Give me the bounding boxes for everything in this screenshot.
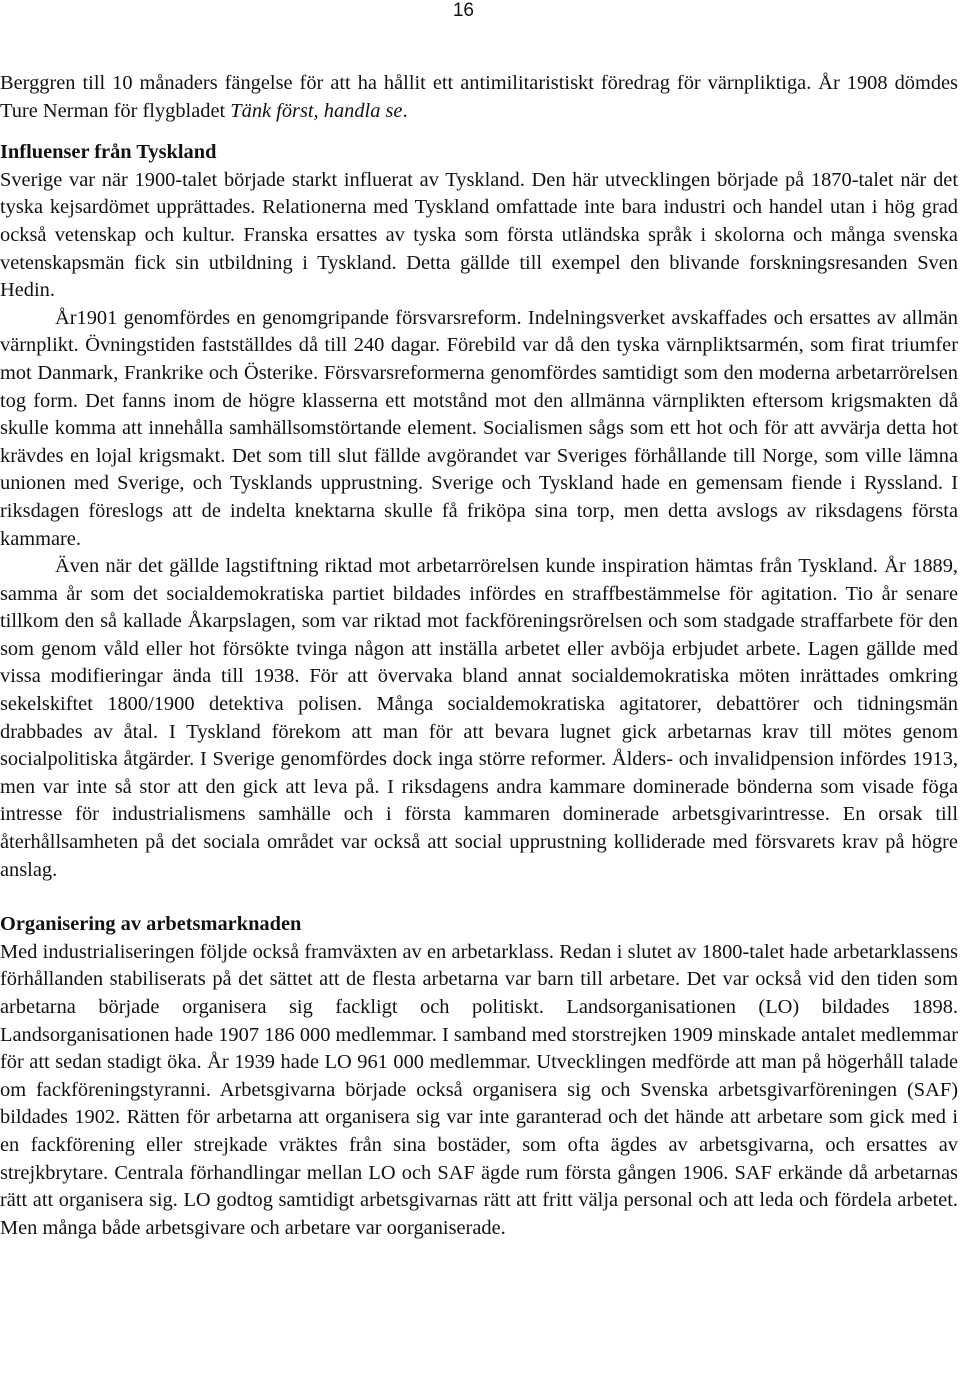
page-number: 16: [452, 0, 474, 21]
pamphlet-title: Tänk först, handla se: [230, 99, 403, 122]
intro-text-end: .: [402, 99, 408, 122]
paragraph: Även när det gällde lagstiftning riktad mot arbetarrörelsen kunde inspiration hämtas från Tyskland. År 1889, samma år som det socialdemokratiska partiet bildades infördes en straffbestämmelse för agitation. Tio år senare tillkom den så kallade Åkarpslagen, som var riktad mot fackföreningsrörelsen och som stadgade straffarbete för den som genom våld eller hot försökte tvinga någon att inställa arbetet eller avböja erbjudet arbete. Lagen gällde med vissa modifieringar ända till 1938. För att övervaka bland annat socialdemokratiska möten inrättades omkring sekelskiftet 1800/1900 detektiva polisen. Många socialdemokratiska agitatorer, debattörer och tidningsmän drabbades av åtal. I Tyskland förekom att man för att bevara lugnet gick arbetarnas krav till mötes genom socialpolitiska åtgärder. I Sverige genomfördes dock inga större reformer. Ålders- och invalidpension infördes 1913, men var inte så stor att den gick att leva på. I riksdagens andra kammare dominerade bönderna som visade föga intresse för industrialismens samhälle och i första kammaren dominerade arbetsgivarintresse. En orsak till återhållsamheten på det sociala området var också att social upprustning kolliderade med försvarets krav på högre anslag.: [0, 555, 958, 881]
intro-paragraph: [0, 70, 958, 125]
section-heading-labor-market: Organisering av arbetsmarknaden: [0, 913, 302, 936]
document-body: [0, 70, 958, 1242]
paragraph: Med industrialiseringen följde också framväxten av en arbetarklass. Redan i slutet av 1800-talet hade arbetarklassens förhållanden stabiliserats på det sättet att de flesta arbetarna var barn till arbetare. Det var också vid den tiden som arbetarna började organisera sig fackligt och politiskt. Landsorganisationen (LO) bildades 1898. Landsorganisationen hade 1907 186 000 medlemmar. I samband med storstrejken 1909 minskade antalet medlemmar för att sedan stadigt öka. År 1939 hade LO 961 000 medlemmar. Utvecklingen medförde att man på högerhåll talade om fackföreningstyranni. Arbetsgivarna började också organisera sig och Svenska arbetsgivarföreningen (SAF) bildades 1902. Rätten för arbetarna att organisera sig var inte garanterad och det hände att arbetare som gick med i en fackförening eller strejkade vräktes från sina bostäder, som ofta ägdes av arbetsgivarna, och ersattes av strejkbrytare. Centrala förhandlingar mellan LO och SAF ägde rum första gången 1906. SAF erkände då arbetarnas rätt att organisera sig. LO godtog samtidigt arbetsgivarnas rätt att fritt välja personal och att leda och fördela arbetet. Men många både arbetsgivare och arbetare var oorganiserade.: [0, 940, 958, 1239]
paragraph: Sverige var när 1900-talet började starkt influerat av Tyskland. Den här utvecklingen började på 1870-talet när det tyska kejsardömet upprättades. Relationerna med Tyskland omfattade inte bara industri och handel utan i hög grad också vetenskap och kultur. Franska ersattes av tyska som första utländska språk i skolorna och många svenska vetenskapsmän fick sin utbildning i Tyskland. Detta gällde till exempel den blivande forskningsresanden Sven Hedin.: [0, 168, 958, 302]
paragraph: År1901 genomfördes en genomgripande försvarsreform. Indelningsverket avskaffades och ersattes av allmän värnplikt. Övningstiden fastställdes då till 240 dagar. Förebild var då den tyska värnpliktsarmén, som firat triumfer mot Danmark, Frankrike och Österike. Försvarsreformerna genomfördes samtidigt som den moderna arbetarrörelsen tog form. Det fanns inom de högre klasserna ett motstånd mot den allmänna värnplikten eftersom krigsmakten då skulle komma att innehålla samhällsomstörtande element. Socialismen sågs som ett hot och för att avvärja detta hot krävdes en lojal krigsmakt. Det som till slut fällde avgörandet var Sveriges förhållande till Norge, som ville lämna unionen med Sverige, och Tysklands upprustning. Sverige och Tyskland hade en gemensam fiende i Ryssland. I riksdagen föreslogs att de indelta knektarna skulle få friköpa sina torp, men detta avslogs av riksdagens första kammare.: [0, 306, 958, 550]
section-heading-influences: Influenser från Tyskland: [0, 141, 217, 164]
intro-text: Berggren till 10 månaders fängelse för att ha hållit ett antimilitaristiskt föredrag för värnpliktiga. År 1908 dömdes Ture Nerman för flygbladet: [0, 72, 958, 122]
